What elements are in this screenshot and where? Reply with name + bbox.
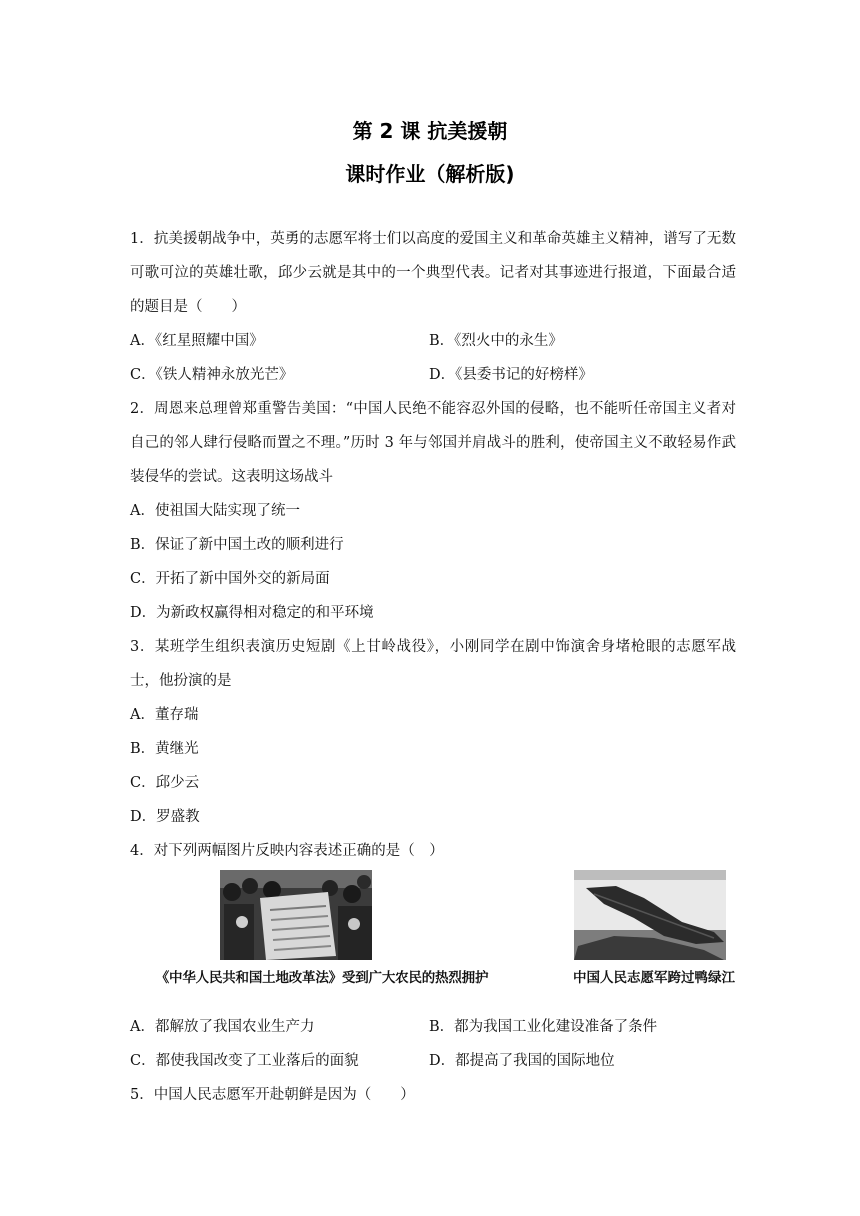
question-1-option-c: C．《铁人精神永放光芒》: [130, 367, 294, 383]
question-2-option-a: A．使祖国大陆实现了统一: [130, 503, 300, 519]
question-4-option-d: D．都提高了我国的国际地位: [429, 1053, 615, 1069]
question-4-option-c: C．都使我国改变了工业落后的面貌: [130, 1053, 359, 1069]
question-4-figures: [130, 870, 736, 1008]
question-3-stem: 3．某班学生组织表演历史短剧《上甘岭战役》，小刚同学在剧中饰演舍身堵枪眼的志愿军战士，他扮演的是: [130, 639, 736, 689]
question-3-option-c: C．邱少云: [130, 775, 200, 791]
yalu-river-photo: [564, 870, 744, 960]
question-2-option-d: D．为新政权赢得相对稳定的和平环境: [130, 605, 374, 621]
question-2-stem: 2．周恩来总理曾郑重警告美国：“中国人民绝不能容忍外国的侵略，也不能听任帝国主义者对自己的邻人肆行侵略而置之不理。”历时 3 年与邻国并肩战斗的胜利，使帝国主义不敢轻易作武装侵华的尝试。这表明这场战斗: [130, 401, 736, 485]
question-1-option-d: D．《县委书记的好榜样》: [429, 367, 593, 383]
land-reform-photo: [132, 870, 512, 960]
question-4-option-b: B．都为我国工业化建设准备了条件: [429, 1019, 658, 1035]
question-3-option-d: D．罗盛教: [130, 809, 200, 825]
question-4-option-a: A．都解放了我国农业生产力: [130, 1019, 315, 1035]
lesson-title: 第 2 课 抗美援朝: [352, 119, 508, 143]
question-3-option-b: B．黄继光: [130, 741, 199, 757]
question-1-option-a: A．《红星照耀中国》: [130, 333, 264, 349]
lesson-subtitle: 课时作业（解析版): [345, 162, 515, 186]
question-1-option-b: B．《烈火中的永生》: [429, 333, 563, 349]
question-1-options-row-2: [130, 358, 736, 392]
question-1-stem: 1．抗美援朝战争中，英勇的志愿军将士们以高度的爱国主义和革命英雄主义精神，谱写了无数可歌可泣的英雄壮歌，邱少云就是其中的一个典型代表。记者对其事迹进行报道，下面最合适的题目是（ ）: [130, 231, 736, 315]
figure-yalu-crossing: [564, 870, 744, 986]
question-2-option-b: B．保证了新中国土改的顺利进行: [130, 537, 344, 553]
question-2-option-c: C．开拓了新中国外交的新局面: [130, 571, 330, 587]
land-reform-caption: 《中华人民共和国土地改革法》受到广大农民的热烈拥护: [155, 970, 489, 986]
question-3-option-a: A．董存瑞: [130, 707, 199, 723]
figure-land-reform: [132, 870, 512, 986]
question-4-options-row-2: [130, 1044, 736, 1078]
question-4-options-row-1: [130, 1010, 736, 1044]
yalu-crossing-caption: 中国人民志愿军跨过鸭绿江: [573, 970, 735, 986]
question-5-stem: 5．中国人民志愿军开赴朝鲜是因为（ ）: [130, 1087, 415, 1103]
question-1-options-row-1: [130, 324, 736, 358]
question-list: [130, 222, 736, 1112]
question-4-stem: 4．对下列两幅图片反映内容表述正确的是（ ）: [130, 843, 444, 859]
